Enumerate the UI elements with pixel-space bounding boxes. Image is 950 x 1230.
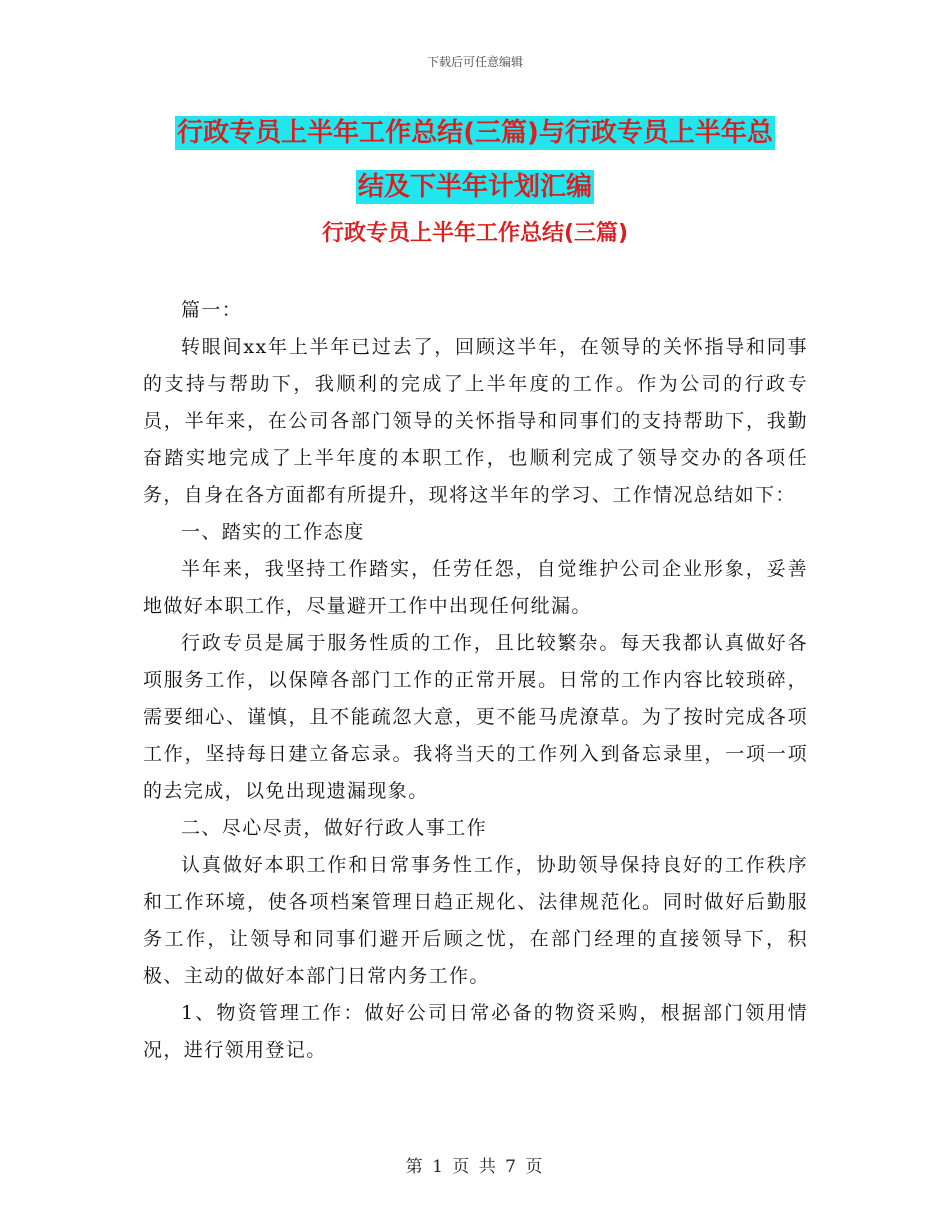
page-header-note: 下载后可任意编辑	[426, 55, 523, 69]
document-body	[143, 292, 808, 1069]
document-title-line-2: 结及下半年计划汇编	[357, 172, 592, 202]
document-title	[130, 106, 820, 214]
paragraph: 1、物资管理工作：做好公司日常必备的物资采购，根据部门领用情况，进行领用登记。	[143, 1002, 808, 1061]
paragraph: 转眼间xx年上半年已过去了，回顾这半年，在领导的关怀指导和同事的支持与帮助下，我顺利的完成了上半年度的工作。作为公司的行政专员，半年来，在公司各部门领导的关怀指导和同事们的支持帮助下，我勤奋踏实地完成了上半年度的本职工作，也顺利完成了领导交办的各项任务，自身在各方面都有所提升，现将这半年的学习、工作情况总结如下：	[143, 336, 808, 506]
paragraph: 行政专员是属于服务性质的工作，且比较繁杂。每天我都认真做好各项服务工作，以保障各部门工作的正常开展。日常的工作内容比较琐碎，需要细心、谨慎，且不能疏忽大意，更不能马虎潦草。为了按时完成各项工作，坚持每日建立备忘录。我将当天的工作列入到备忘录里，一项一项的去完成，以免出现遗漏现象。	[143, 632, 808, 802]
paragraph: 二、尽心尽责，做好行政人事工作	[181, 817, 488, 839]
paragraph: 篇一：	[181, 299, 243, 321]
section-title: 行政专员上半年工作总结(三篇)	[321, 221, 629, 246]
page-number-footer: 第 1 页 共 7 页	[405, 1157, 545, 1177]
paragraph: 一、踏实的工作态度	[181, 521, 365, 543]
paragraph: 认真做好本职工作和日常事务性工作，协助领导保持良好的工作秩序和工作环境，使各项档案管理日趋正规化、法律规范化。同时做好后勤服务工作，让领导和同事们避开后顾之忧，在部门经理的直接领导下，积极、主动的做好本部门日常内务工作。	[143, 854, 808, 987]
document-title-line-1: 行政专员上半年工作总结(三篇)与行政专员上半年总	[177, 118, 773, 148]
paragraph: 半年来，我坚持工作踏实，任劳任怨，自觉维护公司企业形象，妥善地做好本职工作，尽量避开工作中出现任何纰漏。	[143, 558, 808, 617]
